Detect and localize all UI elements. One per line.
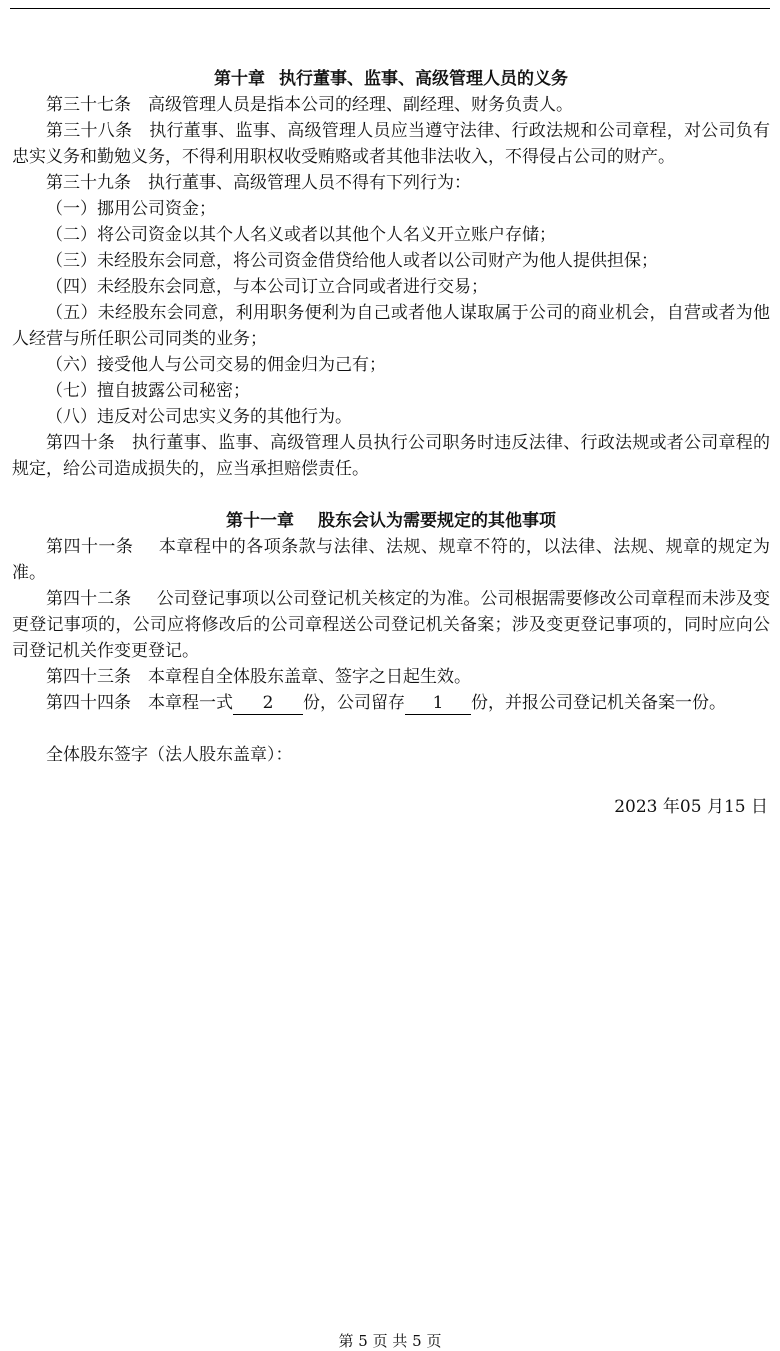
- list-item: （四）未经股东会同意，与本公司订立合同或者进行交易；: [46, 277, 488, 297]
- date-month-unit: 月: [706, 797, 724, 817]
- chapter-11-heading: 股东会认为需要规定的其他事项: [318, 511, 556, 531]
- article-number: 第三十八条: [46, 121, 133, 141]
- date-month: 05: [679, 797, 702, 817]
- article-text-b: 份，公司留存: [303, 693, 405, 713]
- article-text-a: 本章程一式: [148, 693, 233, 713]
- article-42: [12, 586, 770, 664]
- article-37: [12, 92, 770, 118]
- copies-kept-field: 1: [405, 692, 471, 715]
- copies-total-field: 2: [233, 692, 303, 715]
- chapter-10-title: [12, 66, 770, 92]
- article-text-c: 份，并报公司登记机关备案一份。: [471, 693, 726, 713]
- article-number: 第四十三条: [46, 667, 131, 687]
- top-rule: [10, 8, 770, 9]
- article-number: 第四十四条: [46, 693, 131, 713]
- article-38: [12, 118, 770, 170]
- chapter-10-number: 第十章: [214, 69, 265, 89]
- article-number: 第四十二条: [46, 589, 132, 609]
- article-text: 本章程中的各项条款与法律、法规、规章不符的，以法律、法规、规章的规定为准。: [12, 537, 771, 583]
- page-footer: 第 5 页 共 5 页: [338, 1332, 442, 1350]
- chapter-11-title: [12, 508, 770, 534]
- chapter-10-heading: 执行董事、监事、高级管理人员的义务: [279, 69, 568, 89]
- list-item: （八）违反对公司忠实义务的其他行为。: [46, 407, 352, 427]
- article-text: 执行董事、高级管理人员不得有下列行为：: [148, 173, 471, 193]
- article-text: 本章程自全体股东盖章、签字之日起生效。: [148, 667, 471, 687]
- list-item: （七）擅自披露公司秘密；: [46, 381, 250, 401]
- article-41: [12, 534, 770, 586]
- article-number: 第三十九条: [46, 173, 131, 193]
- article-43: [12, 664, 770, 690]
- list-item: （一）挪用公司资金；: [46, 199, 216, 219]
- article-44: [12, 690, 770, 716]
- article-text: 高级管理人员是指本公司的经理、副经理、财务负责人。: [148, 95, 573, 115]
- chapter-11-number: 第十一章: [226, 511, 294, 531]
- article-40: [12, 430, 770, 482]
- signing-date: [12, 794, 770, 820]
- list-item: （二）将公司资金以其个人名义或者以其他个人名义开立账户存储；: [46, 225, 556, 245]
- article-number: 第四十条: [46, 433, 115, 453]
- article-number: 第三十七条: [46, 95, 131, 115]
- date-day-unit: 日: [751, 797, 768, 817]
- list-item: （六）接受他人与公司交易的佣金归为己有；: [46, 355, 386, 375]
- article-text: 执行董事、监事、高级管理人员执行公司职务时违反法律、行政法规或者公司章程的规定，给公司造成损失的，应当承担赔偿责任。: [12, 433, 770, 479]
- document-body: [12, 66, 770, 820]
- article-39: [12, 170, 770, 196]
- signature-label: 全体股东签字（法人股东盖章）：: [46, 745, 293, 765]
- date-year-unit: 年: [662, 797, 680, 817]
- date-year: 2023: [614, 797, 658, 817]
- article-text: 公司登记事项以公司登记机关核定的为准。公司根据需要修改公司章程而未涉及变更登记事项的，公司应将修改后的公司章程送公司登记机关备案；涉及变更登记事项的，同时应向公司登记机关作变更登记。: [12, 589, 770, 661]
- list-item: （五）未经股东会同意，利用职务便利为自己或者他人谋取属于公司的商业机会，自营或者为他人经营与所任职公司同类的业务；: [12, 303, 770, 349]
- article-text: 执行董事、监事、高级管理人员应当遵守法律、行政法规和公司章程，对公司负有忠实义务和勤勉义务，不得利用职权收受贿赂或者其他非法收入，不得侵占公司的财产。: [12, 121, 770, 167]
- list-item: （三）未经股东会同意，将公司资金借贷给他人或者以公司财产为他人提供担保；: [46, 251, 658, 271]
- date-day: 15: [723, 797, 746, 817]
- article-number: 第四十一条: [46, 537, 134, 557]
